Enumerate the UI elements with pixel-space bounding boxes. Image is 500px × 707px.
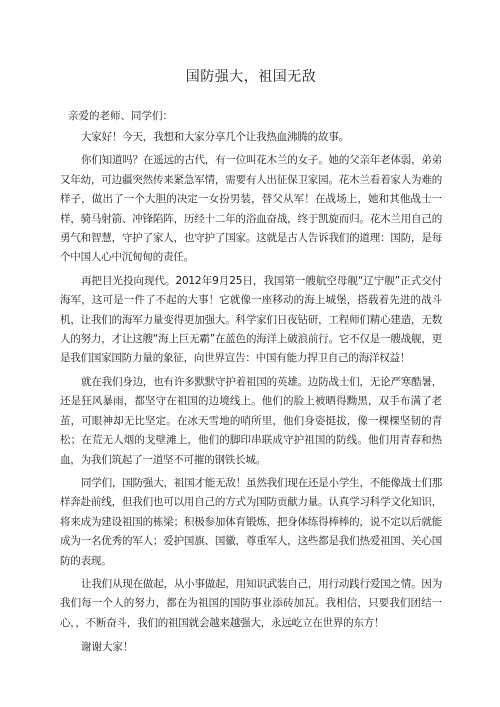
paragraph-border-soldiers: 就在我们身边，也有许多默默守护着祖国的英雄。边防战士们，无论严寒酷暑，还是狂风暴雨，都坚守在祖国的边境线上。他们的脸上被晒得黝黑，双手布满了老茧，可眼神却无比坚定。在冰天雪地的哨所里，他们身姿挺拔，像一棵棵坚韧的青松；在荒无人烟的戈壁滩上，他们的脚印串联成守护祖国的防线。他们用青春和热血，为我们筑起了一道坚不可摧的钢铁长城。	[60, 375, 442, 466]
paragraph-hua-mulan: 你们知道吗？在遥远的古代，有一位叫花木兰的女子。她的父亲年老体弱，弟弟又年幼，可边疆突然传来紧急军情，需要有人出征保卫家园。花木兰看着家人为难的样子，做出了一个大胆的决定一女扮男装，替父从军！在战场上，她和其他战士一样，骑马射箭、冲锋陷阵，历经十二年的浴血奋战，终于凯旋而归。花木兰用自己的勇气和智慧，守护了家人，也守护了国家。这就是古人告诉我们的道理：国防，是每个中国人心中沉甸甸的责任。	[60, 154, 442, 264]
paragraph-call-to-action: 让我们从现在做起，从小事做起，用知识武装自己，用行动践行爱国之情。因为我们每一个人的努力，都在为祖国的国防事业添砖加瓦。我相信，只要我们团结一心，，不断奋斗，我们的祖国就会越来越强大，永远屹立在世界的东方！	[60, 577, 442, 629]
document-title: 国防强大，祖国无敌	[185, 69, 317, 85]
paragraph-greeting: 大家好！今天，我想和大家分享几个让我热血沸腾的故事。	[81, 131, 349, 143]
paragraph-students-contribution: 同学们，国防强大，祖国才能无敌！虽然我们现在还是小学生，不能像战士们那样奔赴前线，但我们也可以用自己的方式为国防贡献力量。认真学习科学文化知识，将来成为建设祖国的栋梁；积极参加体育锻炼，把身体练得棒棒的，说不定以后就能成为一名优秀的军人；爱护国旗、国徽，尊重军人，这些都是我们热爱祖国、关心国防的表现。	[60, 476, 442, 567]
closing-thanks: 谢谢大家！	[81, 641, 134, 654]
paragraph-liaoning-carrier: 再把目光投向现代。2012年9月25日，我国第一艘航空母舰“辽宁舰”正式交付海军，这可是一件了不起的大事！它就像一座移动的海上城堡，搭载着先进的战斗机，让我们的海军力量变得更加强大。科学家们日夜钻研，工程师们精心建造，无数人的努力，才让这艘“海上巨无霸”在蓝色的海洋上破浪前行。它不仅是一艘战舰，更是我们国家国防力量的象征，向世界宣告：中国有能力捍卫自己的海洋权益！	[60, 274, 442, 365]
salutation: 亲爱的老师、同学们：	[68, 110, 173, 122]
